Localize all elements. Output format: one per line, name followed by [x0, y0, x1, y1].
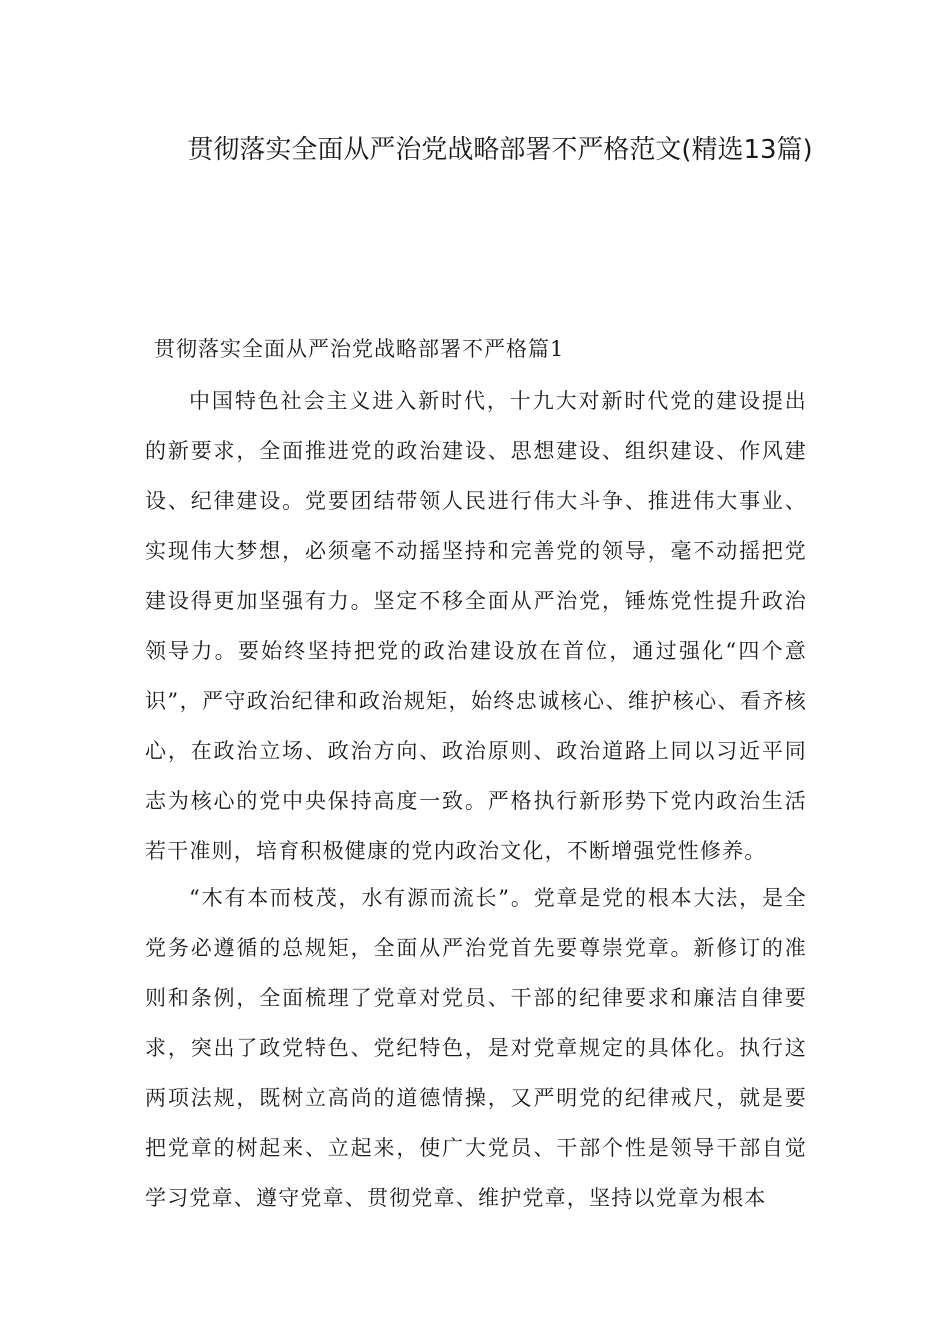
body-paragraph-2: “木有本而枝茂，水有源而流长”。党章是党的根本大法，是全党务必遵循的总规矩，全面从严治党首先要尊崇党章。新修订的准则和条例，全面梳理了党章对党员、干部的纪律要求和廉洁自律要求，突出了政党特色、党纪特色，是对党章规定的具体化。执行这两项法规，既树立高尚的道德情操，又严明党的纪律戒尺，就是要把党章的树起来、立起来，使广大党员、干部个性是领导干部自觉学习党章、遵守党章、贯彻党章、维护党章，坚持以党章为根本 [145, 886, 807, 1210]
section-heading: 贯彻落实全面从严治党战略部署不严格篇1 [154, 337, 565, 361]
document-title: 贯彻落实全面从严治党战略部署不严格范文(精选13篇) [187, 135, 813, 165]
body-paragraph-1: 中国特色社会主义进入新时代，十九大对新时代党的建设提出的新要求，全面推进党的政治建设、思想建设、组织建设、作风建设、纪律建设。党要团结带领人民进行伟大斗争、推进伟大事业、实现伟大梦想，必须毫不动摇坚持和完善党的领导，毫不动摇把党建设得更加坚强有力。坚定不移全面从严治党，锤炼党性提升政治领导力。要始终坚持把党的政治建设放在首位，通过强化“四个意识”，严守政治纪律和政治规矩，始终忠诚核心、维护核心、看齐核心，在政治立场、政治方向、政治原则、政治道路上同以习近平同志为核心的党中央保持高度一致。严格执行新形势下党内政治生活若干准则，培育积极健康的党内政治文化，不断增强党性修养。 [145, 389, 807, 863]
